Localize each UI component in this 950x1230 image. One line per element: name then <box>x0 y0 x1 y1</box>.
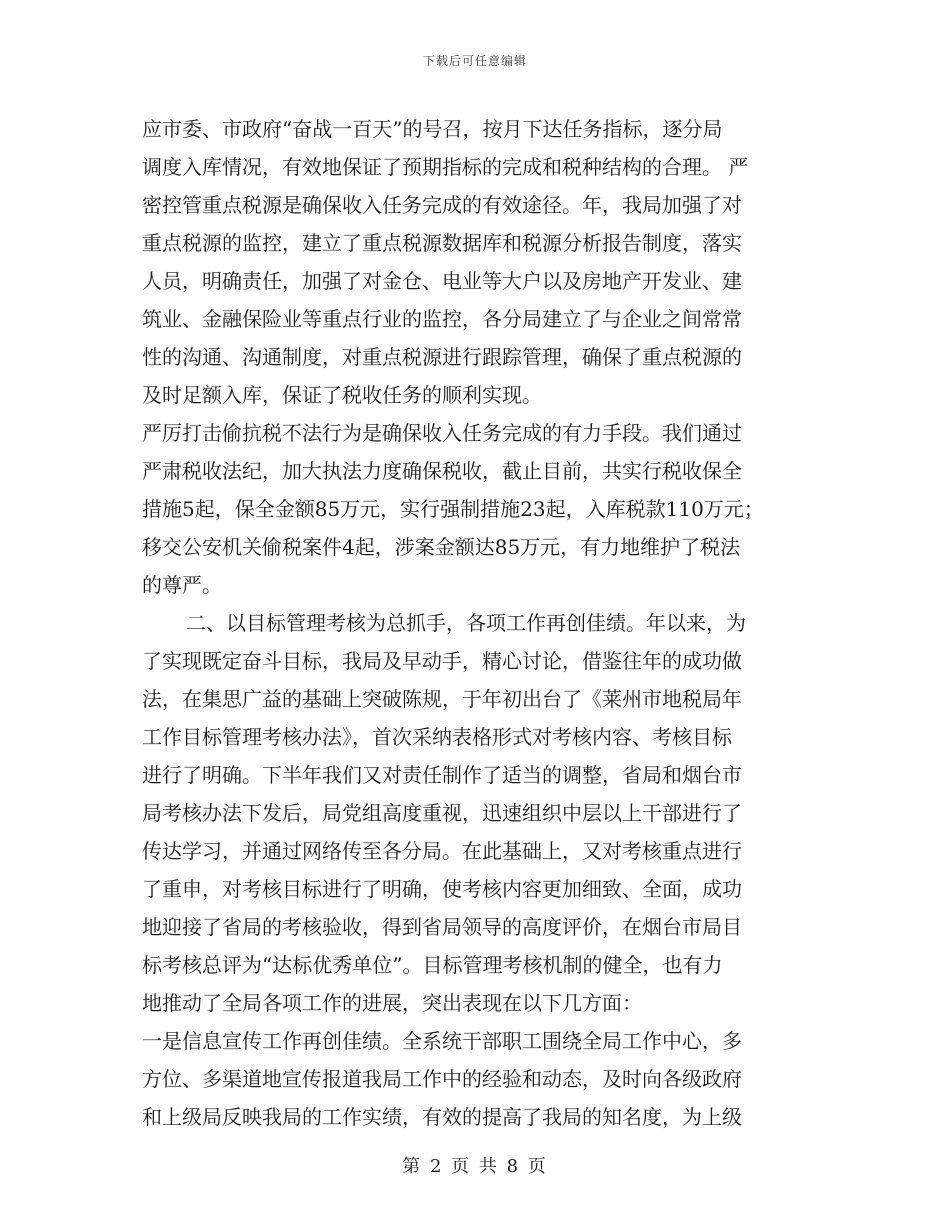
body-line: 密控管重点税源是确保收入任务完成的有效途径。年，我局加强了对 <box>142 193 742 217</box>
page-number-footer: 第 2 页 共 8 页 <box>402 1156 548 1177</box>
body-line: 人员，明确责任，加强了对金仓、电业等大户以及房地产开发业、建 <box>142 269 742 293</box>
body-line: 措施5起，保全金额85万元，实行强制措施23起，入库税款110万元； <box>142 497 764 521</box>
body-line: 传达学习，并通过网络传至各分局。在此基础上，又对考核重点进行 <box>142 839 742 863</box>
body-line: 标考核总评为“达标优秀单位”。目标管理考核机制的健全，也有力 <box>142 953 723 977</box>
body-line: 严厉打击偷抗税不法行为是确保收入任务完成的有力手段。我们通过 <box>142 421 742 445</box>
body-line: 筑业、金融保险业等重点行业的监控，各分局建立了与企业之间常常 <box>142 307 742 331</box>
section-heading-line: 二、以目标管理考核为总抓手，各项工作再创佳绩。年以来，为 <box>186 611 746 635</box>
body-line: 地推动了全局各项工作的进展，突出表现在以下几方面： <box>142 991 642 1015</box>
body-line: 严肃税收法纪，加大执法力度确保税收，截止目前，共实行税收保全 <box>142 459 742 483</box>
body-line: 重点税源的监控，建立了重点税源数据库和税源分析报告制度，落实 <box>142 231 742 255</box>
body-line: 的尊严。 <box>142 573 222 597</box>
body-line: 工作目标管理考核办法》，首次采纳表格形式对考核内容、考核目标 <box>142 725 732 749</box>
body-line: 了重申，对考核目标进行了明确，使考核内容更加细致、全面，成功 <box>142 877 742 901</box>
body-line: 及时足额入库，保证了税收任务的顺利实现。 <box>142 383 542 407</box>
body-line: 地迎接了省局的考核验收，得到省局领导的高度评价，在烟台市局目 <box>142 915 742 939</box>
body-line: 一是信息宣传工作再创佳绩。全系统干部职工围绕全局工作中心，多 <box>142 1029 742 1053</box>
body-line: 调度入库情况，有效地保证了预期指标的完成和税种结构的合理。 严 <box>142 155 749 179</box>
body-line: 移交公安机关偷税案件4起，涉案金额达85万元，有力地维护了税法 <box>142 535 741 559</box>
body-line: 和上级局反映我局的工作实绩，有效的提高了我局的知名度，为上级 <box>142 1105 742 1129</box>
body-line: 应市委、市政府“奋战一百天”的号召，按月下达任务指标，逐分局 <box>142 117 723 141</box>
body-line: 局考核办法下发后，局党组高度重视，迅速组织中层以上干部进行了 <box>142 801 742 825</box>
body-line: 进行了明确。下半年我们又对责任制作了适当的调整，省局和烟台市 <box>142 763 742 787</box>
body-line: 法，在集思广益的基础上突破陈规，于年初出台了《莱州市地税局年 <box>142 687 742 711</box>
body-line: 性的沟通、沟通制度，对重点税源进行跟踪管理，确保了重点税源的 <box>142 345 742 369</box>
body-line: 了实现既定奋斗目标，我局及早动手，精心讨论，借鉴往年的成功做 <box>142 649 742 673</box>
page-header: 下载后可任意编辑 <box>422 54 527 68</box>
body-line: 方位、多渠道地宣传报道我局工作中的经验和动态，及时向各级政府 <box>142 1067 742 1091</box>
document-body <box>142 110 810 1136</box>
